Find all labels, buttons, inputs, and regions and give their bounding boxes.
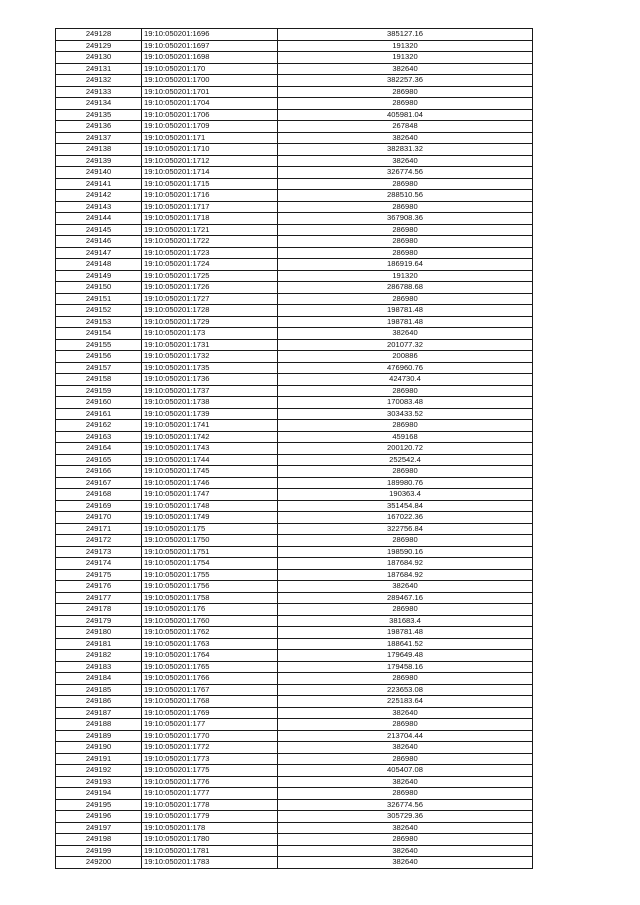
row-id-cell: 249180	[56, 627, 142, 639]
row-id-cell: 249153	[56, 316, 142, 328]
cadastral-number-cell: 19:10:050201:1776	[142, 776, 278, 788]
cadastral-number-cell: 19:10:050201:1769	[142, 707, 278, 719]
cadastral-number-cell: 19:10:050201:1756	[142, 581, 278, 593]
value-cell: 187684.92	[278, 569, 533, 581]
value-cell: 286980	[278, 247, 533, 259]
row-id-cell: 249134	[56, 98, 142, 110]
cadastral-number-cell: 19:10:050201:1748	[142, 500, 278, 512]
row-id-cell: 249175	[56, 569, 142, 581]
value-cell: 213704.44	[278, 730, 533, 742]
table-row	[56, 765, 533, 777]
cadastral-number-cell: 19:10:050201:1709	[142, 121, 278, 133]
value-cell: 322756.84	[278, 523, 533, 535]
table-row	[56, 673, 533, 685]
row-id-cell: 249179	[56, 615, 142, 627]
table-row	[56, 86, 533, 98]
cadastral-number-cell: 19:10:050201:1727	[142, 293, 278, 305]
row-id-cell: 249196	[56, 811, 142, 823]
table-row	[56, 535, 533, 547]
value-cell: 286980	[278, 236, 533, 248]
cadastral-number-cell: 19:10:050201:1762	[142, 627, 278, 639]
cadastral-number-cell: 19:10:050201:1781	[142, 845, 278, 857]
value-cell: 382640	[278, 776, 533, 788]
cadastral-number-cell: 19:10:050201:1715	[142, 178, 278, 190]
value-cell: 252542.4	[278, 454, 533, 466]
row-id-cell: 249139	[56, 155, 142, 167]
cadastral-number-cell: 19:10:050201:1729	[142, 316, 278, 328]
value-cell: 286980	[278, 98, 533, 110]
table-row	[56, 109, 533, 121]
row-id-cell: 249148	[56, 259, 142, 271]
value-cell: 198781.48	[278, 305, 533, 317]
table-row	[56, 627, 533, 639]
table-row	[56, 776, 533, 788]
row-id-cell: 249133	[56, 86, 142, 98]
cadastral-number-cell: 19:10:050201:1760	[142, 615, 278, 627]
row-id-cell: 249138	[56, 144, 142, 156]
row-id-cell: 249156	[56, 351, 142, 363]
cadastral-number-cell: 19:10:050201:1718	[142, 213, 278, 225]
cadastral-number-cell: 19:10:050201:1746	[142, 477, 278, 489]
cadastral-number-cell: 19:10:050201:1778	[142, 799, 278, 811]
row-id-cell: 249160	[56, 397, 142, 409]
table-row	[56, 144, 533, 156]
table-row	[56, 408, 533, 420]
value-cell: 286980	[278, 178, 533, 190]
value-cell: 170083.48	[278, 397, 533, 409]
value-cell: 179458.16	[278, 661, 533, 673]
row-id-cell: 249188	[56, 719, 142, 731]
cadastral-number-cell: 19:10:050201:1764	[142, 650, 278, 662]
cadastral-number-cell: 19:10:050201:178	[142, 822, 278, 834]
value-cell: 424730.4	[278, 374, 533, 386]
value-cell: 191320	[278, 270, 533, 282]
row-id-cell: 249172	[56, 535, 142, 547]
table-row	[56, 443, 533, 455]
row-id-cell: 249149	[56, 270, 142, 282]
table-row	[56, 63, 533, 75]
table-row	[56, 328, 533, 340]
table-row	[56, 696, 533, 708]
cadastral-number-cell: 19:10:050201:1749	[142, 512, 278, 524]
table-row	[56, 661, 533, 673]
row-id-cell: 249150	[56, 282, 142, 294]
value-cell: 382640	[278, 857, 533, 869]
table-row	[56, 420, 533, 432]
cadastral-number-cell: 19:10:050201:1758	[142, 592, 278, 604]
row-id-cell: 249184	[56, 673, 142, 685]
table-row	[56, 512, 533, 524]
table-row	[56, 259, 533, 271]
value-cell: 382640	[278, 132, 533, 144]
value-cell: 267848	[278, 121, 533, 133]
table-row	[56, 650, 533, 662]
table-row	[56, 638, 533, 650]
value-cell: 225183.64	[278, 696, 533, 708]
row-id-cell: 249165	[56, 454, 142, 466]
table-row	[56, 684, 533, 696]
row-id-cell: 249197	[56, 822, 142, 834]
cadastral-number-cell: 19:10:050201:1736	[142, 374, 278, 386]
table-row	[56, 477, 533, 489]
table-row	[56, 834, 533, 846]
cadastral-number-cell: 19:10:050201:1744	[142, 454, 278, 466]
table-row	[56, 293, 533, 305]
value-cell: 286980	[278, 385, 533, 397]
value-cell: 286980	[278, 834, 533, 846]
cadastral-number-cell: 19:10:050201:1750	[142, 535, 278, 547]
row-id-cell: 249176	[56, 581, 142, 593]
table-row	[56, 523, 533, 535]
value-cell: 223653.08	[278, 684, 533, 696]
table-row	[56, 822, 533, 834]
row-id-cell: 249152	[56, 305, 142, 317]
row-id-cell: 249189	[56, 730, 142, 742]
value-cell: 382640	[278, 707, 533, 719]
table-row	[56, 719, 533, 731]
cadastral-number-cell: 19:10:050201:1754	[142, 558, 278, 570]
value-cell: 286980	[278, 535, 533, 547]
cadastral-number-cell: 19:10:050201:1747	[142, 489, 278, 501]
cadastral-number-cell: 19:10:050201:1775	[142, 765, 278, 777]
table-row	[56, 454, 533, 466]
cadastral-number-cell: 19:10:050201:1735	[142, 362, 278, 374]
cadastral-number-cell: 19:10:050201:1739	[142, 408, 278, 420]
row-id-cell: 249155	[56, 339, 142, 351]
row-id-cell: 249135	[56, 109, 142, 121]
value-cell: 385127.16	[278, 29, 533, 41]
row-id-cell: 249174	[56, 558, 142, 570]
table-row	[56, 466, 533, 478]
row-id-cell: 249164	[56, 443, 142, 455]
value-cell: 382640	[278, 581, 533, 593]
row-id-cell: 249171	[56, 523, 142, 535]
row-id-cell: 249132	[56, 75, 142, 87]
value-cell: 179649.48	[278, 650, 533, 662]
value-cell: 286980	[278, 224, 533, 236]
table-row	[56, 190, 533, 202]
row-id-cell: 249195	[56, 799, 142, 811]
value-cell: 201077.32	[278, 339, 533, 351]
cadastral-number-cell: 19:10:050201:1770	[142, 730, 278, 742]
value-cell: 286980	[278, 604, 533, 616]
row-id-cell: 249140	[56, 167, 142, 179]
row-id-cell: 249173	[56, 546, 142, 558]
cadastral-number-cell: 19:10:050201:1710	[142, 144, 278, 156]
cadastral-number-cell: 19:10:050201:1696	[142, 29, 278, 41]
cadastral-number-cell: 19:10:050201:1700	[142, 75, 278, 87]
value-cell: 305729.36	[278, 811, 533, 823]
cadastral-number-cell: 19:10:050201:1777	[142, 788, 278, 800]
cadastral-number-cell: 19:10:050201:1722	[142, 236, 278, 248]
value-cell: 476960.76	[278, 362, 533, 374]
table-row	[56, 431, 533, 443]
row-id-cell: 249137	[56, 132, 142, 144]
row-id-cell: 249194	[56, 788, 142, 800]
value-cell: 286980	[278, 201, 533, 213]
value-cell: 382640	[278, 822, 533, 834]
row-id-cell: 249129	[56, 40, 142, 52]
value-cell: 200120.72	[278, 443, 533, 455]
cadastral-number-cell: 19:10:050201:1766	[142, 673, 278, 685]
row-id-cell: 249166	[56, 466, 142, 478]
cadastral-number-cell: 19:10:050201:1716	[142, 190, 278, 202]
row-id-cell: 249168	[56, 489, 142, 501]
table-row	[56, 316, 533, 328]
value-cell: 187684.92	[278, 558, 533, 570]
row-id-cell: 249177	[56, 592, 142, 604]
table-row	[56, 201, 533, 213]
row-id-cell: 249154	[56, 328, 142, 340]
row-id-cell: 249181	[56, 638, 142, 650]
table-row	[56, 75, 533, 87]
value-cell: 288510.56	[278, 190, 533, 202]
table-row	[56, 592, 533, 604]
cadastral-number-cell: 19:10:050201:1745	[142, 466, 278, 478]
table-row	[56, 604, 533, 616]
table-row	[56, 213, 533, 225]
cadastral-number-cell: 19:10:050201:1751	[142, 546, 278, 558]
table-row	[56, 339, 533, 351]
cadastral-number-cell: 19:10:050201:1763	[142, 638, 278, 650]
row-id-cell: 249170	[56, 512, 142, 524]
row-id-cell: 249128	[56, 29, 142, 41]
row-id-cell: 249178	[56, 604, 142, 616]
cadastral-number-cell: 19:10:050201:1765	[142, 661, 278, 673]
row-id-cell: 249151	[56, 293, 142, 305]
value-cell: 200886	[278, 351, 533, 363]
cadastral-number-cell: 19:10:050201:171	[142, 132, 278, 144]
row-id-cell: 249186	[56, 696, 142, 708]
cadastral-number-cell: 19:10:050201:1704	[142, 98, 278, 110]
cadastral-number-cell: 19:10:050201:1701	[142, 86, 278, 98]
value-cell: 286980	[278, 86, 533, 98]
value-cell: 198781.48	[278, 627, 533, 639]
table-row	[56, 788, 533, 800]
cadastral-number-cell: 19:10:050201:1717	[142, 201, 278, 213]
cadastral-number-cell: 19:10:050201:1723	[142, 247, 278, 259]
cadastral-number-cell: 19:10:050201:176	[142, 604, 278, 616]
value-cell: 382257.36	[278, 75, 533, 87]
table-row	[56, 742, 533, 754]
value-cell: 326774.56	[278, 167, 533, 179]
records-table	[55, 28, 533, 869]
table-row	[56, 98, 533, 110]
table-row	[56, 132, 533, 144]
row-id-cell: 249191	[56, 753, 142, 765]
table-row	[56, 374, 533, 386]
cadastral-number-cell: 19:10:050201:1731	[142, 339, 278, 351]
value-cell: 367908.36	[278, 213, 533, 225]
table-row	[56, 730, 533, 742]
table-row	[56, 811, 533, 823]
row-id-cell: 249162	[56, 420, 142, 432]
cadastral-number-cell: 19:10:050201:1724	[142, 259, 278, 271]
row-id-cell: 249130	[56, 52, 142, 64]
cadastral-number-cell: 19:10:050201:1772	[142, 742, 278, 754]
table-row	[56, 282, 533, 294]
table-row	[56, 121, 533, 133]
value-cell: 190363.4	[278, 489, 533, 501]
cadastral-number-cell: 19:10:050201:1728	[142, 305, 278, 317]
records-table-body	[56, 29, 533, 869]
row-id-cell: 249185	[56, 684, 142, 696]
table-row	[56, 753, 533, 765]
value-cell: 382640	[278, 845, 533, 857]
value-cell: 167022.36	[278, 512, 533, 524]
value-cell: 286980	[278, 753, 533, 765]
row-id-cell: 249192	[56, 765, 142, 777]
row-id-cell: 249163	[56, 431, 142, 443]
table-row	[56, 546, 533, 558]
row-id-cell: 249198	[56, 834, 142, 846]
table-row	[56, 224, 533, 236]
table-row	[56, 569, 533, 581]
value-cell: 351454.84	[278, 500, 533, 512]
value-cell: 286788.68	[278, 282, 533, 294]
value-cell: 198590.16	[278, 546, 533, 558]
row-id-cell: 249193	[56, 776, 142, 788]
table-row	[56, 351, 533, 363]
value-cell: 405407.08	[278, 765, 533, 777]
cadastral-number-cell: 19:10:050201:1706	[142, 109, 278, 121]
row-id-cell: 249146	[56, 236, 142, 248]
cadastral-number-cell: 19:10:050201:1779	[142, 811, 278, 823]
value-cell: 303433.52	[278, 408, 533, 420]
row-id-cell: 249167	[56, 477, 142, 489]
row-id-cell: 249169	[56, 500, 142, 512]
row-id-cell: 249131	[56, 63, 142, 75]
table-row	[56, 857, 533, 869]
table-row	[56, 707, 533, 719]
row-id-cell: 249187	[56, 707, 142, 719]
value-cell: 191320	[278, 52, 533, 64]
table-row	[56, 40, 533, 52]
value-cell: 286980	[278, 719, 533, 731]
cadastral-number-cell: 19:10:050201:1714	[142, 167, 278, 179]
value-cell: 382640	[278, 742, 533, 754]
cadastral-number-cell: 19:10:050201:1732	[142, 351, 278, 363]
row-id-cell: 249144	[56, 213, 142, 225]
row-id-cell: 249199	[56, 845, 142, 857]
row-id-cell: 249183	[56, 661, 142, 673]
table-row	[56, 178, 533, 190]
row-id-cell: 249158	[56, 374, 142, 386]
row-id-cell: 249182	[56, 650, 142, 662]
table-row	[56, 581, 533, 593]
table-row	[56, 615, 533, 627]
cadastral-number-cell: 19:10:050201:1743	[142, 443, 278, 455]
cadastral-number-cell: 19:10:050201:1783	[142, 857, 278, 869]
row-id-cell: 249190	[56, 742, 142, 754]
table-row	[56, 385, 533, 397]
row-id-cell: 249147	[56, 247, 142, 259]
value-cell: 286980	[278, 673, 533, 685]
cadastral-number-cell: 19:10:050201:170	[142, 63, 278, 75]
table-row	[56, 270, 533, 282]
cadastral-number-cell: 19:10:050201:1698	[142, 52, 278, 64]
cadastral-number-cell: 19:10:050201:1741	[142, 420, 278, 432]
table-row	[56, 397, 533, 409]
value-cell: 382831.32	[278, 144, 533, 156]
table-row	[56, 247, 533, 259]
value-cell: 286980	[278, 466, 533, 478]
value-cell: 405981.04	[278, 109, 533, 121]
value-cell: 286980	[278, 293, 533, 305]
value-cell: 286980	[278, 420, 533, 432]
table-row	[56, 236, 533, 248]
value-cell: 289467.16	[278, 592, 533, 604]
table-row	[56, 799, 533, 811]
cadastral-number-cell: 19:10:050201:1737	[142, 385, 278, 397]
table-row	[56, 167, 533, 179]
row-id-cell: 249136	[56, 121, 142, 133]
cadastral-number-cell: 19:10:050201:1768	[142, 696, 278, 708]
table-row	[56, 29, 533, 41]
row-id-cell: 249142	[56, 190, 142, 202]
value-cell: 189980.76	[278, 477, 533, 489]
value-cell: 459168	[278, 431, 533, 443]
row-id-cell: 249159	[56, 385, 142, 397]
table-row	[56, 845, 533, 857]
table-row	[56, 305, 533, 317]
table-row	[56, 489, 533, 501]
table-row	[56, 558, 533, 570]
value-cell: 198781.48	[278, 316, 533, 328]
row-id-cell: 249141	[56, 178, 142, 190]
value-cell: 381683.4	[278, 615, 533, 627]
cadastral-number-cell: 19:10:050201:1726	[142, 282, 278, 294]
cadastral-number-cell: 19:10:050201:1742	[142, 431, 278, 443]
row-id-cell: 249200	[56, 857, 142, 869]
row-id-cell: 249161	[56, 408, 142, 420]
cadastral-number-cell: 19:10:050201:173	[142, 328, 278, 340]
cadastral-number-cell: 19:10:050201:1697	[142, 40, 278, 52]
table-row	[56, 362, 533, 374]
value-cell: 191320	[278, 40, 533, 52]
cadastral-number-cell: 19:10:050201:1755	[142, 569, 278, 581]
row-id-cell: 249145	[56, 224, 142, 236]
cadastral-number-cell: 19:10:050201:1773	[142, 753, 278, 765]
cadastral-number-cell: 19:10:050201:1721	[142, 224, 278, 236]
table-row	[56, 155, 533, 167]
value-cell: 382640	[278, 328, 533, 340]
row-id-cell: 249157	[56, 362, 142, 374]
cadastral-number-cell: 19:10:050201:177	[142, 719, 278, 731]
cadastral-number-cell: 19:10:050201:175	[142, 523, 278, 535]
value-cell: 382640	[278, 155, 533, 167]
cadastral-number-cell: 19:10:050201:1738	[142, 397, 278, 409]
value-cell: 382640	[278, 63, 533, 75]
cadastral-number-cell: 19:10:050201:1725	[142, 270, 278, 282]
value-cell: 186919.64	[278, 259, 533, 271]
table-row	[56, 52, 533, 64]
cadastral-number-cell: 19:10:050201:1780	[142, 834, 278, 846]
cadastral-number-cell: 19:10:050201:1712	[142, 155, 278, 167]
row-id-cell: 249143	[56, 201, 142, 213]
value-cell: 188641.52	[278, 638, 533, 650]
table-row	[56, 500, 533, 512]
value-cell: 286980	[278, 788, 533, 800]
cadastral-number-cell: 19:10:050201:1767	[142, 684, 278, 696]
value-cell: 326774.56	[278, 799, 533, 811]
